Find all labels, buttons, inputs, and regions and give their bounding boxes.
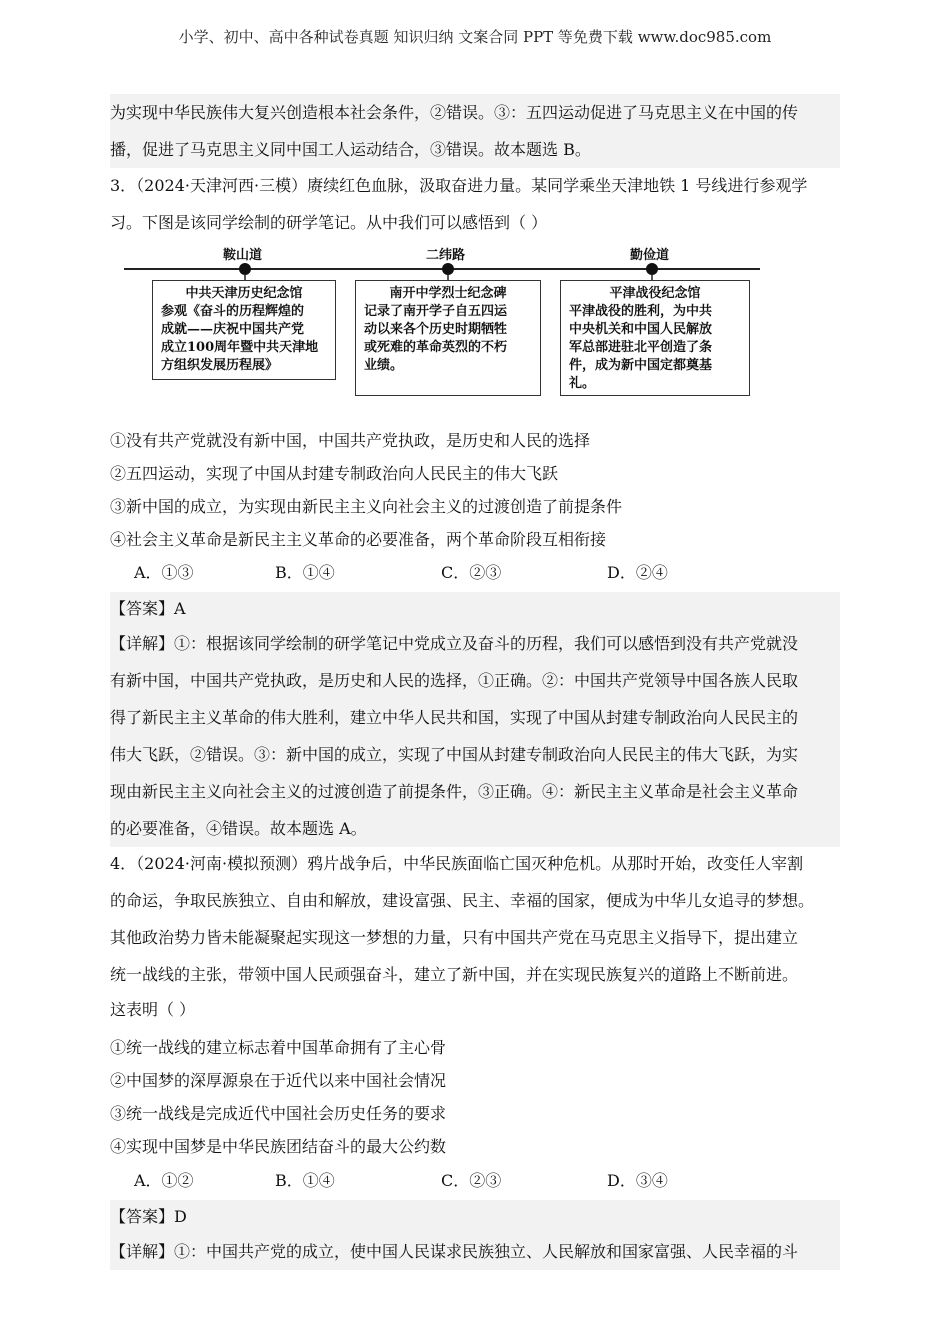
- option-line: ④实现中国梦是中华民族团结奋斗的最大公约数: [110, 1137, 447, 1156]
- station-label: 鞍山道: [223, 248, 263, 263]
- choice-b[interactable]: B．①④: [275, 1171, 335, 1190]
- note-title: 平津战役纪念馆: [609, 286, 701, 301]
- text-line: 为实现中华民族伟大复兴创造根本社会条件，②错误。③：五四运动促进了马克思主义在中国的传: [110, 103, 799, 122]
- text-line: 统一战线的主张，带领中国人民顽强奋斗，建立了新中国，并在实现民族复兴的道路上不断前进。: [110, 965, 799, 984]
- text-line: 习。下图是该同学绘制的研学笔记。从中我们可以感悟到（ ）: [110, 213, 548, 232]
- station-dot: [442, 263, 454, 275]
- note-line: 方组织发展历程展》: [161, 358, 279, 373]
- note-line: 参观《奋斗的历程辉煌的: [161, 304, 305, 319]
- choice-b[interactable]: B．①④: [275, 563, 335, 582]
- detail-line: 现由新民主主义向社会主义的过渡创造了前提条件，③正确。④：新民主主义革命是社会主义革命: [110, 782, 799, 801]
- note-line: 件，成为新中国定都奠基: [569, 358, 713, 373]
- choice-a[interactable]: A．①②: [134, 1171, 194, 1190]
- note-box: [355, 280, 541, 396]
- note-line: 成就——庆祝中国共产党: [161, 322, 305, 337]
- q4-answer-block: [110, 1200, 840, 1270]
- option-line: ①没有共产党就没有新中国，中国共产党执政，是历史和人民的选择: [110, 431, 591, 450]
- note-box: [560, 280, 750, 396]
- note-box: [152, 280, 336, 380]
- answer-line: 【答案】D: [110, 1207, 187, 1226]
- note-line: 中央机关和中国人民解放: [569, 322, 713, 337]
- note-title: 中共天津历史纪念馆: [185, 286, 303, 301]
- note-line: 平津战役的胜利，为中共: [569, 304, 713, 319]
- option-line: ①统一战线的建立标志着中国革命拥有了主心骨: [110, 1038, 447, 1057]
- page-header: 小学、初中、高中各种试卷真题 知识归纳 文案合同 PPT 等免费下载 www.doc985.com: [178, 28, 772, 46]
- q3-options: [110, 424, 840, 556]
- option-line: ②五四运动，实现了中国从封建专制政治向人民民主的伟大飞跃: [110, 464, 559, 483]
- q4-stem: [110, 845, 840, 1026]
- note-line: 记录了南开学子自五四运: [364, 304, 508, 319]
- choice-d[interactable]: D．③④: [607, 1171, 668, 1190]
- choice-d[interactable]: D．②④: [607, 563, 668, 582]
- option-line: ③新中国的成立，为实现由新民主主义向社会主义的过渡创造了前提条件: [110, 497, 623, 516]
- choice-c[interactable]: C．②③: [441, 1171, 502, 1190]
- option-line: ③统一战线是完成近代中国社会历史任务的要求: [110, 1104, 447, 1123]
- metro-line-diagram: [120, 244, 760, 400]
- text-line: 的命运，争取民族独立、自由和解放，建设富强、民主、幸福的国家，便成为中华儿女追寻的梦想。: [110, 891, 815, 910]
- text-line: 3．（2024·天津河西·三模）赓续红色血脉，汲取奋进力量。某同学乘坐天津地铁 1 号线进行参观学: [110, 176, 808, 195]
- text-line: 播，促进了马克思主义同中国工人运动结合，③错误。故本题选 B。: [110, 140, 591, 159]
- station-dot: [646, 263, 658, 275]
- prev-explanation: [110, 94, 840, 168]
- detail-line: 【详解】①：根据该同学绘制的研学笔记中党成立及奋斗的历程，我们可以感悟到没有共产党就没: [110, 634, 799, 653]
- detail-line: 的必要准备，④错误。故本题选 A。: [110, 819, 367, 838]
- text-line: 其他政治势力皆未能凝聚起实现这一梦想的力量，只有中国共产党在马克思主义指导下，提出建立: [110, 928, 799, 947]
- text-line: 4．（2024·河南·模拟预测）鸦片战争后，中华民族面临亡国灭种危机。从那时开始，改变任人宰割: [110, 854, 804, 873]
- note-line: 礼。: [569, 376, 596, 391]
- q3-answer-block: [110, 592, 840, 847]
- option-line: ②中国梦的深厚源泉在于近代以来中国社会情况: [110, 1071, 447, 1090]
- station-label: 二纬路: [426, 248, 466, 263]
- detail-line: 伟大飞跃，②错误。③：新中国的成立，实现了中国从封建专制政治向人民民主的伟大飞跃，为实: [110, 745, 799, 764]
- text-line: 这表明（ ）: [110, 1000, 196, 1019]
- option-line: ④社会主义革命是新民主主义革命的必要准备，两个革命阶段互相衔接: [110, 530, 607, 549]
- answer-line: 【答案】A: [110, 599, 186, 618]
- station-label: 勤俭道: [630, 248, 670, 263]
- note-line: 动以来各个历史时期牺牲: [364, 322, 508, 337]
- q3-stem: [110, 167, 840, 241]
- note-line: 成立100周年暨中共天津地: [161, 340, 319, 355]
- q4-options: [110, 1031, 840, 1163]
- detail-line: 【详解】①：中国共产党的成立，使中国人民谋求民族独立、人民解放和国家富强、人民幸福的斗: [110, 1242, 799, 1261]
- note-line: 或死难的革命英烈的不朽: [364, 340, 508, 355]
- note-line: 业绩。: [364, 358, 404, 373]
- detail-line: 得了新民主主义革命的伟大胜利，建立中华人民共和国，实现了中国从封建专制政治向人民民主的: [110, 708, 799, 727]
- choice-a[interactable]: A．①③: [134, 563, 194, 582]
- detail-line: 有新中国，中国共产党执政，是历史和人民的选择，①正确。②：中国共产党领导中国各族人民取: [110, 671, 799, 690]
- note-line: 军总部进驻北平创造了条: [569, 340, 713, 355]
- choice-c[interactable]: C．②③: [441, 563, 502, 582]
- station-dot: [239, 263, 251, 275]
- note-title: 南开中学烈士纪念碑: [389, 286, 507, 301]
